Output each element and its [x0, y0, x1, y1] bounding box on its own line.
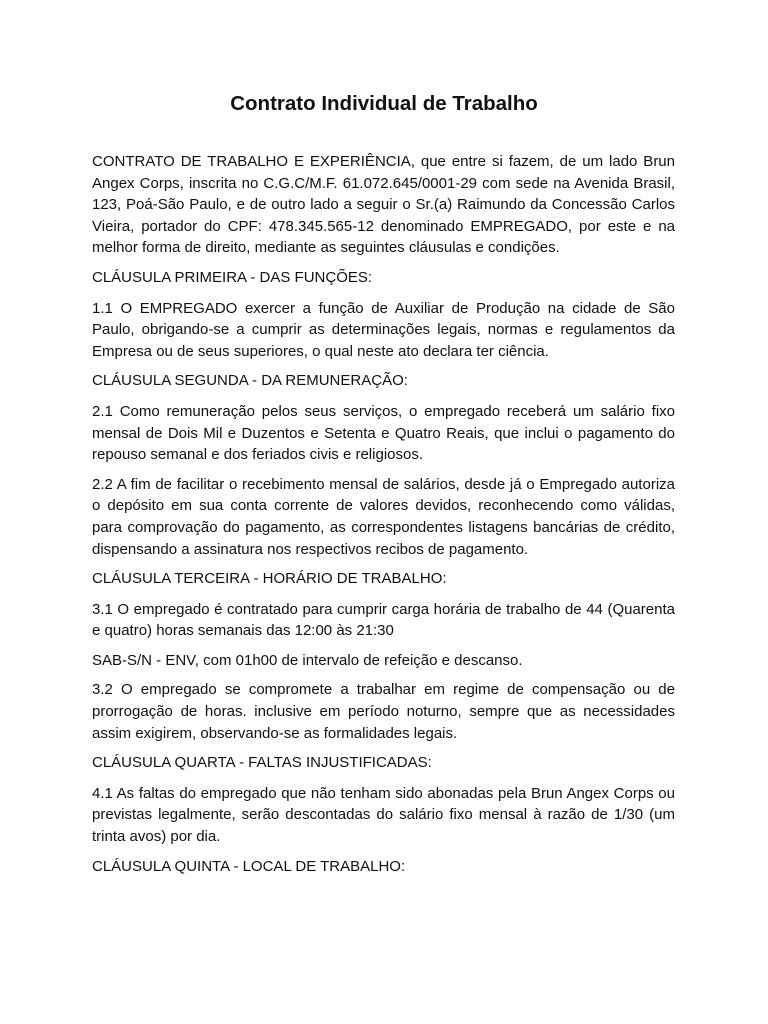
clause-paragraph-2-2: 2.2 A fim de facilitar o recebimento mensal de salários, desde já o Empregado autoriza o depósito em sua conta corrente de valores devidos, reconhecendo como válidas, para comprovação do pagamento, as correspondentes listagens bancárias de crédito, dispensando a assinatura nos respectivos recibos de pagamento.	[92, 475, 675, 558]
clause-heading-second: CLÁUSULA SEGUNDA - DA REMUNERAÇÃO:	[92, 372, 408, 390]
clause-paragraph-3-2: 3.2 O empregado se compromete a trabalhar em regime de compensação ou de prorrogação de horas. inclusive em período noturno, sempre que as necessidades assim exigirem, observando-se as formalidades legais.	[92, 681, 675, 742]
clause-heading-first: CLÁUSULA PRIMEIRA - DAS FUNÇÕES:	[92, 268, 373, 286]
clause-paragraph-1-1: 1.1 O EMPREGADO exercer a função de Auxiliar de Produção na cidade de São Paulo, obrigando-se a cumprir as determinações legais, normas e regulamentos da Empresa ou de seus superiores, o qual neste ato declara ter ciência.	[92, 299, 675, 360]
clause-heading-fourth: CLÁUSULA QUARTA - FALTAS INJUSTIFICADAS:	[92, 754, 432, 772]
clause-paragraph-3-1: 3.1 O empregado é contratado para cumprir carga horária de trabalho de 44 (Quarenta e quatro) horas semanais das 12:00 às 21:30	[92, 600, 675, 640]
clause-paragraph-2-1: 2.1 Como remuneração pelos seus serviços, o empregado receberá um salário fixo mensal de Dois Mil e Duzentos e Setenta e Quatro Reais, que inclui o pagamento do repouso semanal e dos feriados civis e religiosos.	[92, 402, 675, 464]
document-body	[92, 151, 675, 886]
schedule-note-paragraph: SAB-S/N - ENV, com 01h00 de intervalo de refeição e descanso.	[92, 651, 523, 669]
clause-paragraph-4-1: 4.1 As faltas do empregado que não tenham sido abonadas pela Brun Angex Corps ou previstas legalmente, serão descontadas do salário fixo mensal à razão de 1/30 (um trinta avos) por dia.	[92, 784, 675, 846]
document-title: Contrato Individual de Trabalho	[230, 92, 538, 115]
clause-heading-fifth: CLÁUSULA QUINTA - LOCAL DE TRABALHO:	[92, 857, 406, 875]
clause-heading-third: CLÁUSULA TERCEIRA - HORÁRIO DE TRABALHO:	[92, 570, 447, 588]
contract-intro-paragraph: CONTRATO DE TRABALHO E EXPERIÊNCIA, que entre si fazem, de um lado Brun Angex Corps, inscrita no C.G.C/M.F. 61.072.645/0001-29 com sede na Avenida Brasil, 123, Poá-São Paulo, e de outro lado a seguir o Sr.(a) Raimundo da Concessão Carlos Vieira, portador do CPF: 478.345.565-12 denominado EMPREGADO, por este e na melhor forma de direito, mediante as seguintes cláusulas e condições.	[92, 153, 675, 257]
